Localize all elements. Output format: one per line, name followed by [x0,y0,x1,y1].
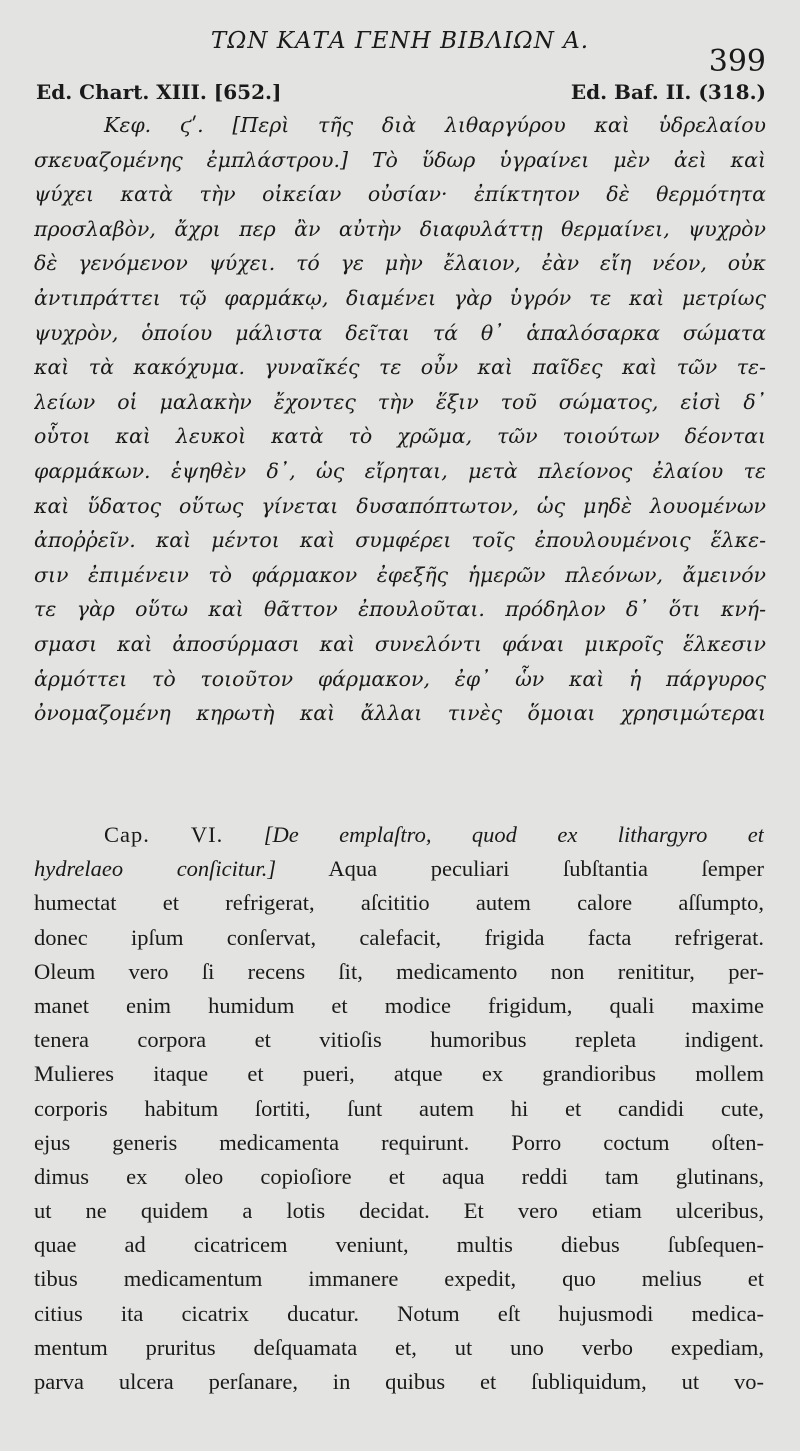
greek-line: ἀποῤῥεῖν. καὶ μέντοι καὶ συμφέρει τοῖς ἐπουλουμένοις ἕλκε- [34,528,766,553]
greek-text-block [34,108,766,731]
greek-line: τε γὰρ οὕτω καὶ θᾶττον ἐπουλοῦται. πρόδηλον δ᾽ ὅτι κνή- [34,597,766,622]
latin-line: quae ad cicatricem veniunt, multis diebus ſubſequen- [34,1232,764,1258]
chapter-label: Cap. VI. [104,822,224,847]
latin-text-block [34,818,764,1399]
latin-line: manet enim humidum et modice frigidum, quali maxime [34,992,764,1018]
chapter-title: [De emplaſtro, quod ex lithargyro et [263,822,764,847]
latin-line: tenera corpora et vitioſis humoribus repleta indigent. [34,1027,764,1053]
greek-line: δὲ γενόμενον ψύχει. τό γε μὴν ἔλαιον, ἐὰν εἴη νέον, οὐκ [34,251,766,276]
greek-line: ψύχει κατὰ τὴν οἰκείαν οὐσίαν· ἐπίκτητον δὲ θερμότητα [34,182,766,207]
greek-line: ἁρμόττει τὸ τοιοῦτον φάρμακον, ἐφ᾽ ὧν καὶ ἡ πάργυρος [34,666,766,691]
latin-chapter-heading-line [34,818,764,852]
greek-line: οὗτοι καὶ λευκοὶ κατὰ τὸ χρῶμα, τῶν τοιούτων δέονται [34,424,766,449]
latin-line: citius ita cicatrix ducatur. Notum eſt hujusmodi medica- [34,1300,764,1326]
latin-line: Mulieres itaque et pueri, atque ex grandioribus mollem [34,1061,764,1087]
latin-line: ut ne quidem a lotis decidat. Et vero etiam ulceribus, [34,1198,764,1224]
greek-line: ψυχρὸν, ὁποίου μάλιστα δεῖται τά θ᾽ ἁπαλόσαρκα σώματα [34,320,766,345]
greek-line: λείων οἱ μαλακὴν ἔχοντες τὴν ἕξιν τοῦ σώματος, εἰσὶ δ᾽ [34,389,766,414]
latin-line-start: Aqua peculiari ſubſtantia ſemper [328,856,764,882]
greek-line: προσλαβὸν, ἄχρι περ ἂν αὐτὴν διαφυλάττῃ θερμαίνει, ψυχρὸν [34,216,766,241]
latin-line: corporis habitum ſortiti, ſunt autem hi et candidi cute, [34,1095,764,1121]
greek-line: ἀντιπράττει τῷ φαρμάκῳ, διαμένει γὰρ ὑγρόν τε καὶ μετρίως [34,285,766,310]
greek-line: σιν ἐπιμένειν τὸ φάρμακον ἐφεξῆς ἡμερῶν πλεόνων, ἄμεινόν [34,562,766,587]
greek-line: καὶ τὰ κακόχυμα. γυναῖκές τε οὖν καὶ παῖδες καὶ τῶν τε- [34,355,766,380]
greek-line: φαρμάκων. ἑψηθὲν δ᾽, ὡς εἴρηται, μετὰ πλείονος ἐλαίου τε [34,458,766,483]
greek-line: Κεφ. ϛʹ. [Περὶ τῆς διὰ λιθαργύρου καὶ ὑδρελαίου [104,113,766,137]
latin-line: dimus ex oleo copioſiore et aqua reddi tam glutinans, [34,1163,764,1189]
page-number: 399 [708,44,766,79]
latin-line: Oleum vero ſi recens ſit, medicamento non renititur, per- [34,958,764,984]
running-head: ΤΩΝ ΚΑΤΑ ΓΕΝΗ ΒΙΒΛΙΩΝ Α. [210,28,590,54]
latin-line: parva ulcera perſanare, in quibus et ſubliquidum, ut vo- [34,1369,764,1394]
edition-reference-right: Ed. Baf. II. (318.) [570,80,766,104]
chapter-title-continued: hydrelaeo conſicitur.] [34,856,277,882]
latin-line: ejus generis medicamenta requirunt. Porro coctum oſten- [34,1129,764,1155]
latin-line: tibus medicamentum immanere expedit, quo melius et [34,1266,764,1292]
latin-chapter-heading-line [34,852,764,886]
latin-line: mentum pruritus deſquamata et, ut uno verbo expediam, [34,1334,764,1360]
latin-line: donec ipſum conſervat, calefacit, frigida facta refrigerat. [34,924,764,950]
greek-line: σκευαζομένης ἐμπλάστρου.] Τὸ ὕδωρ ὑγραίνει μὲν ἀεὶ καὶ [34,147,766,172]
greek-line: σμασι καὶ ἀποσύρμασι καὶ συνελόντι φάναι μικροῖς ἕλκεσιν [34,631,766,656]
edition-reference-left: Ed. Chart. XIII. [652.] [36,80,282,104]
greek-line: καὶ ὕδατος οὕτως γίνεται δυσαπόπτωτον, ὡς μηδὲ λουομένων [34,493,766,518]
greek-line: ὀνομαζομένη κηρωτὴ καὶ ἄλλαι τινὲς ὅμοιαι χρησιμώτεραι [34,701,766,726]
latin-line: humectat et refrigerat, aſcititio autem calore aſſumpto, [34,890,764,916]
